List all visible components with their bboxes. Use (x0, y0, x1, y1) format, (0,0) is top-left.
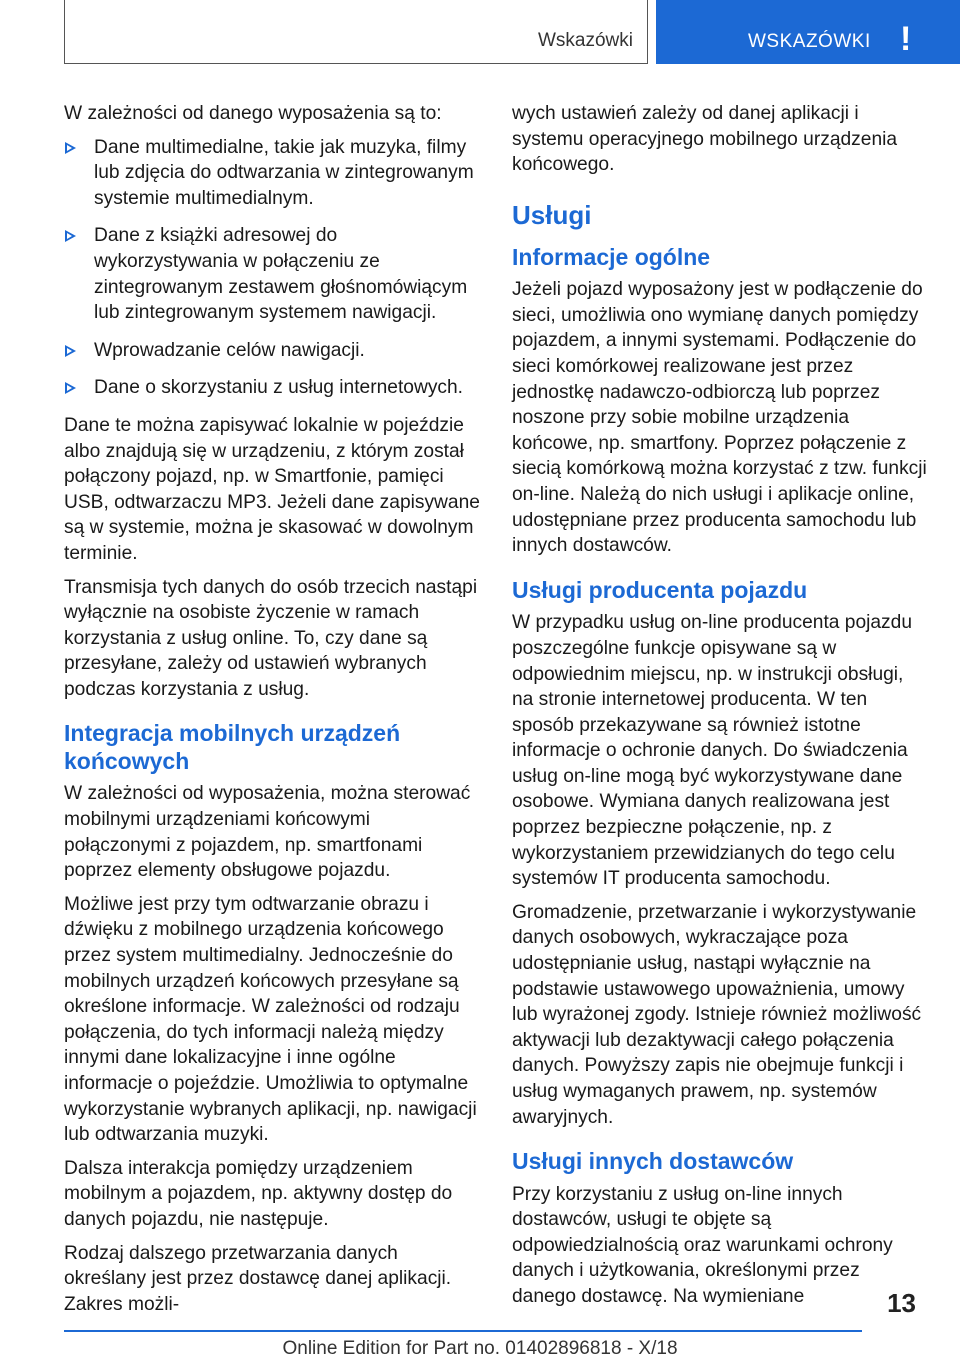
footer-edition: Online Edition for Part no. 01402896818 - X/18 (282, 1338, 678, 1359)
header-band-title: WSKAZÓWKI (748, 31, 871, 52)
paragraph: W przypadku usług on-line producenta pojazdu poszczególne funkcje opisywane są w odpowiednim miejscu, np. w instrukcji obsługi, na stronie internetowej producenta. W ten sposób przekazywane są również istotne informacje o ochronie danych. Do świadczenia usług on-line mogą być wykorzystywane dane osobowe. Wymiana danych realizowana jest poprzez bezpieczne połączenie, np. z wykorzystaniem przewidzianych do tego celu systemów IT producenta samochodu. (512, 612, 912, 890)
heading-producer-services: Usługi producenta pojazdu (512, 576, 808, 603)
triangle-bullet-icon (65, 142, 76, 154)
heading-services: Usługi (512, 199, 592, 230)
data-types-list (64, 135, 480, 401)
triangle-bullet-icon (65, 230, 76, 242)
header-section-label: Wskazówki (537, 30, 633, 51)
list-item (64, 338, 480, 364)
list-item (64, 223, 480, 325)
heading-other-providers: Usługi innych dostawców (512, 1148, 794, 1175)
paragraph: Gromadzenie, przetwarzanie i wykorzystywanie danych osobowych, wykraczające poza udostępnianie usług, nastąpi wyłącznie na podstawie ustawowego upoważnienia, umowy lub wyrażonej zgody. Istnieje również możliwość aktywacji lub dezaktywacji całego połączenia danych. Powyższy zapis nie obejmuje funkcji i usług wymaganych prawem, np. systemów awaryjnych. (512, 901, 922, 1128)
paragraph: Możliwe jest przy tym odtwarzanie obrazu i dźwięku z mobilnego urządzenia końcowego przez system multimedialny. Jednocześnie do mobilnych urządzeń końcowych przesyłane są określone informacje. W zależności od rodzaju połączenia, do tych informacji należą między innymi dane lokalizacyjne i inne ogólne informacje o pojeździe. Umożliwia to optymalne wykorzystanie wybranych aplikacji, np. nawigacji lub odtwarzania muzyki. (64, 893, 477, 1146)
page-number: 13 (887, 1288, 916, 1318)
list-item (64, 375, 480, 401)
intro-paragraph: W zależności od danego wyposażenia są to: (64, 103, 442, 124)
heading-mobile-integration: Integracja mobilnych urządzeń końcowych (64, 720, 401, 774)
list-item-text: Wprowadzanie celów nawigacji. (94, 339, 365, 361)
triangle-bullet-icon (65, 345, 76, 357)
header-frame (64, 0, 648, 64)
list-item-text: Dane z książki adresowej do wykorzystywania w połączeniu ze zintegrowanym zestawem głośnomówiącym lub zintegrowanym systemem nawigacji. (94, 225, 468, 324)
right-column (512, 101, 928, 1318)
list-item-text: Dane multimedialne, takie jak muzyka, filmy lub zdjęcia do odtwarzania w zintegrowanym systemie multimedialnym. (94, 136, 474, 209)
list-item (64, 135, 480, 212)
paragraph: W zależności od wyposażenia, można sterować mobilnymi urządzeniami końcowymi połączonymi z pojazdem, np. smartfonami poprzez elementy obsługowe pojazdu. (64, 783, 471, 882)
paragraph: Dalsza interakcja pomiędzy urządzeniem mobilnym a pojazdem, np. aktywny dostęp do danych pojazdu, nie następuje. (64, 1157, 453, 1230)
paragraph: Jeżeli pojazd wyposażony jest w podłączenie do sieci, umożliwia ono wymianę danych pomiędzy pojazdem, a innymi systemami. Podłączenie do sieci komórkowej realizowane jest przez jednostkę nadawczo-odbiorczą lub poprzez noszone przy sobie mobilne urządzenia końcowe, np. smartfony. Poprzez połączenie z siecią komórkową można korzystać z tzw. funkcji on-line. Należą do nich usługi i aplikacje online, udostępniane przez producenta samochodu lub innych dostawców. (512, 279, 927, 557)
list-item-text: Dane o skorzystaniu z usług internetowych. (94, 377, 464, 399)
paragraph: Rodzaj dalszego przetwarzania danych określany jest przez dostawcę danej aplikacji. Zakres możli- (64, 1242, 452, 1315)
header-band (656, 0, 960, 64)
left-column (64, 101, 480, 1325)
paragraph: Dane te można zapisywać lokalnie w pojeździe albo znajdują się w urządzeniu, z którym został połączony pojazd, np. w Smartfonie, pamięci USB, odtwarzaczu MP3. Jeżeli dane zapisywane są w systemie, można je skasować w dowolnym terminie. (64, 414, 480, 564)
exclamation-icon: ! (900, 20, 912, 58)
paragraph: Transmisja tych danych do osób trzecich nastąpi wyłącznie na osobiste życzenie w ramach korzystania z usług online. To, czy dane są przesyłane, zależy od ustawień wybranych podczas korzystania z usług. (64, 576, 478, 700)
paragraph: wych ustawień zależy od danej aplikacji i systemu operacyjnego mobilnego urządzenia końcowego. (512, 103, 898, 176)
triangle-bullet-icon (65, 382, 76, 394)
paragraph: Przy korzystaniu z usług on-line innych dostawców, usługi te objęte są odpowiedzialnością oraz warunkami ochrony danych i użytkowania, określonymi przez danego dostawcę. Na wymieniane (512, 1183, 893, 1308)
heading-general-info: Informacje ogólne (512, 243, 711, 270)
footer-divider (64, 1330, 862, 1332)
